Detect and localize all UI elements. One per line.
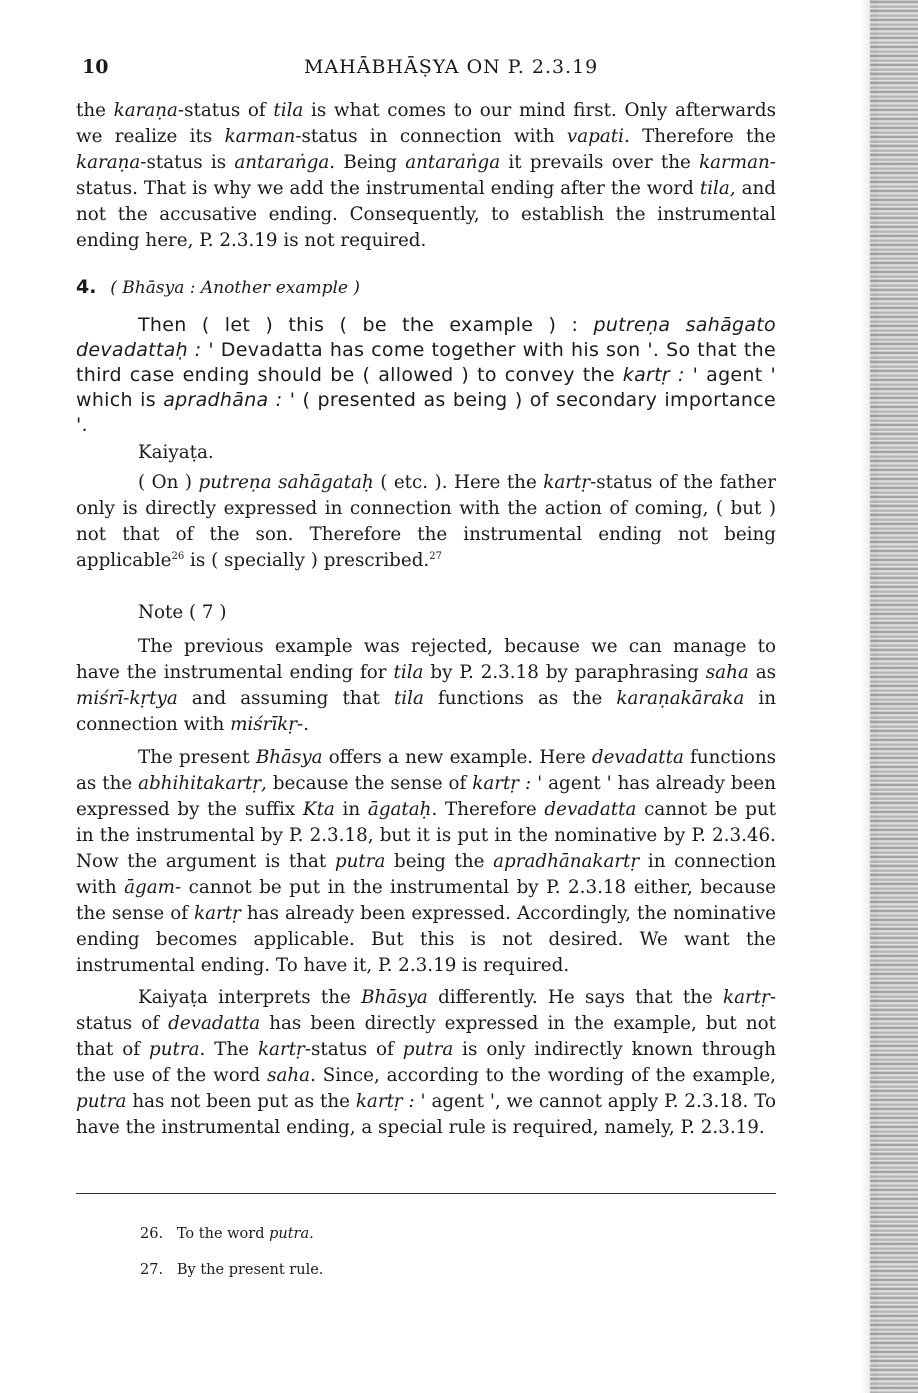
kaiyata-label-block: [76, 440, 776, 466]
bhasya-paragraph: Then ( let ) this ( be the example ) : putreṇa sahāgato devadattaḥ : ' Devadatta has come together with his son '. So that the third case ending should be ( allowed ) to convey the kartṛ : ' agent ' which is apradhāna : ' ( presented as being ) of secondary importance '.: [76, 314, 777, 436]
paragraph-text: the karaṇa-status of tila is what comes to our mind first. Only afterwards we realize its karman-status in connection with vapati. Therefore the karaṇa-status is antaraṅga. Being antaraṅga it prevails over the karman-status. That is why we add the instrumental ending after the word tila, and not the accusative ending. Consequently, to establish the instrumental ending here, P. 2.3.19 is not required.: [76, 100, 776, 251]
footnote-number: 26.: [140, 1226, 164, 1242]
footnote-27: [140, 1262, 323, 1278]
footnote-number: 27.: [140, 1262, 164, 1278]
bhasya-text: [76, 313, 776, 438]
opening-paragraph: [76, 98, 776, 254]
note-paragraph-3: [76, 985, 776, 1141]
note-paragraph-text: Kaiyaṭa interprets the Bhāsya differently. He says that the kartṛ-status of devadatta has been directly expressed in the example, but not that of putra. The kartṛ-status of putra is only indirectly known through the use of the word saha. Since, according to the wording of the example, putra has not been put as the kartṛ : ' agent ', we cannot apply P. 2.3.18. To have the instrumental ending, a special rule is required, namely, P. 2.3.19.: [76, 987, 777, 1138]
kaiyata-text: [76, 470, 776, 574]
section-subtitle: ( Bhāsya : Another example ): [110, 278, 361, 298]
note-paragraph-text: The present Bhāsya offers a new example. Here devadatta functions as the abhihitakartṛ, because the sense of kartṛ : ' agent ' has already been expressed by the suffix Kta in āgataḥ. Therefore devadatta cannot be put in the instrumental by P. 2.3.18, but it is put in the nominative by P. 2.3.46. Now the argument is that putra being the apradhānakartṛ in connection with āgam- cannot be put in the instrumental by P. 2.3.18 either, because the sense of kartṛ has already been expressed. Accordingly, the nominative ending becomes applicable. But this is not desired. We want the instrumental ending. To have it, P. 2.3.19 is required.: [76, 747, 777, 976]
kaiyata-paragraph: ( On ) putreṇa sahāgataḥ ( etc. ). Here the kartṛ-status of the father only is directly expressed in connection with the action of coming, ( but ) not that of the son. Therefore the instrumental ending not being applicable$^{26}$ is ( specially ) prescribed.$^{27}$: [76, 472, 776, 571]
note-label-block: [76, 600, 776, 626]
footnote-ref-26[interactable]: 26: [171, 550, 185, 562]
note-paragraph-1: [76, 634, 776, 738]
page-header: [82, 56, 782, 86]
note-paragraph-2: [76, 745, 776, 979]
section-number: 4.: [76, 276, 97, 298]
footnote-emphasis: putra.: [269, 1226, 314, 1242]
note-label: Note ( 7 ): [138, 602, 227, 623]
footnote-26: [140, 1226, 314, 1242]
footnote-ref-27[interactable]: 27: [429, 550, 442, 562]
kaiyata-label: Kaiyaṭa.: [138, 442, 214, 463]
footnote-text: By the present rule.: [176, 1262, 324, 1278]
page-edge-scan: [870, 0, 918, 1393]
running-head: MAHĀBHĀṢYA ON P. 2.3.19: [304, 56, 599, 78]
note-paragraph-text: The previous example was rejected, because we can manage to have the instrumental ending for tila by P. 2.3.18 by paraphrasing saha as miśrī-kṛtya and assuming that tila functions as the karaṇakāraka in connection with miśrīkṛ-.: [76, 636, 776, 735]
page-number: 10: [82, 56, 109, 78]
footnote-divider: [76, 1193, 776, 1194]
footnote-text: To the word: [176, 1226, 270, 1242]
section-heading: [76, 274, 776, 301]
